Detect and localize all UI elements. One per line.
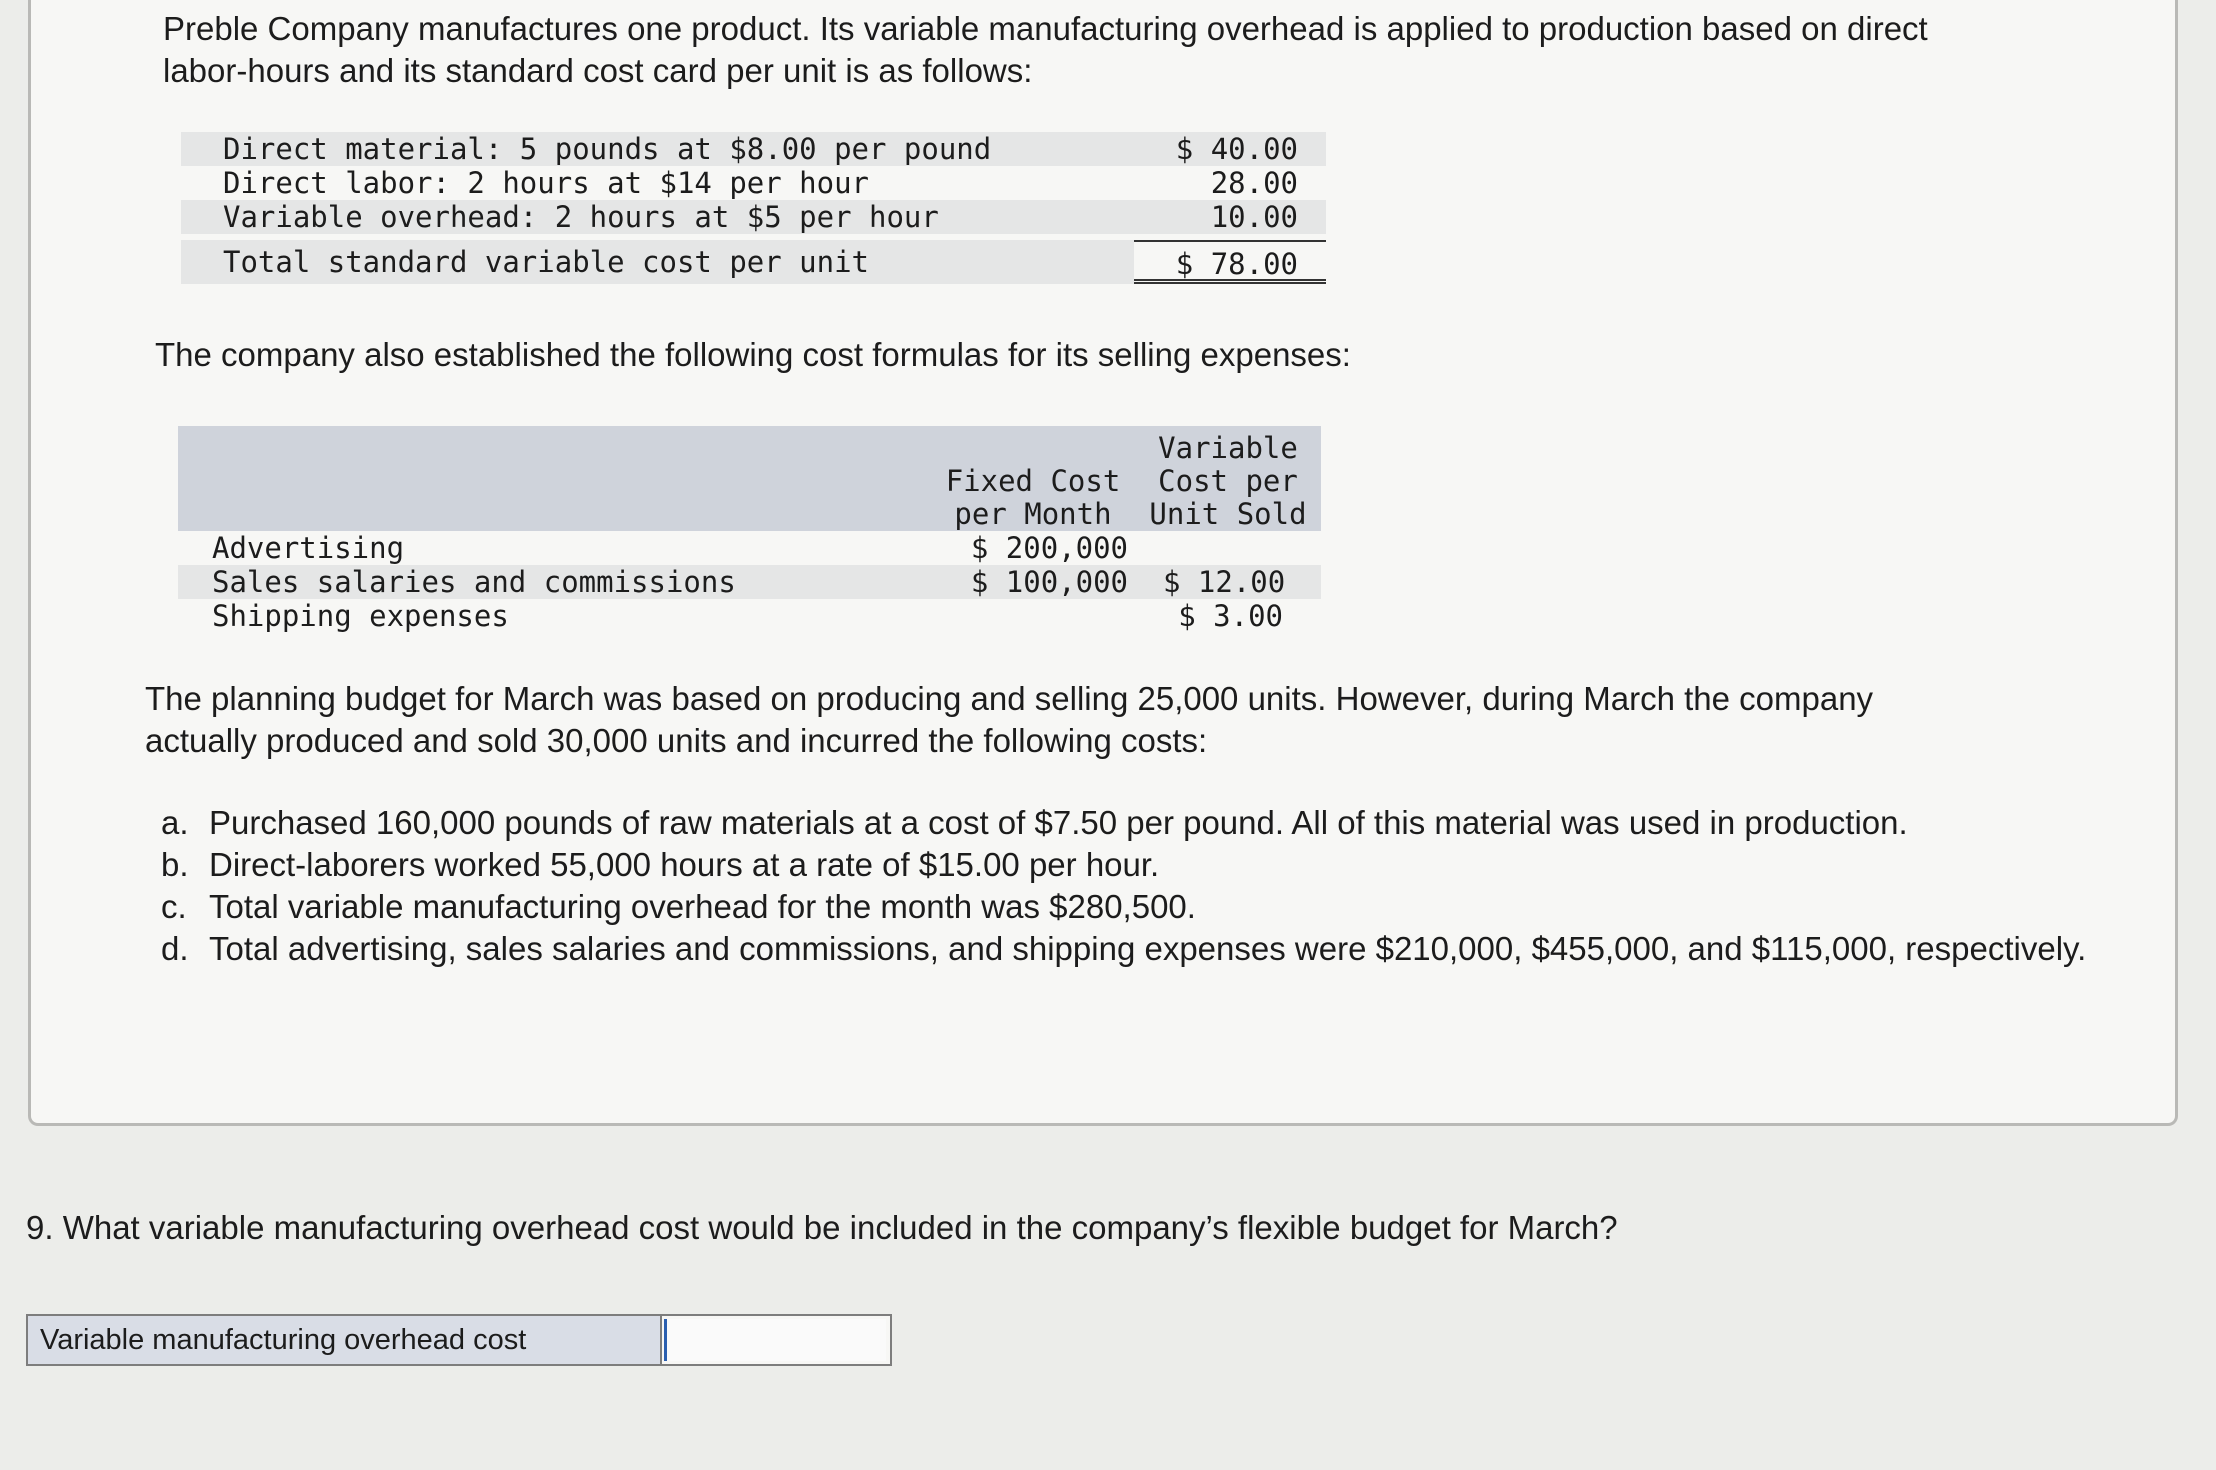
intro-line-2: labor-hours and its standard cost card per unit is as follows: bbox=[163, 52, 1033, 89]
header-fixed-line-1: Fixed Cost bbox=[945, 464, 1121, 498]
standard-cost-card bbox=[181, 132, 1326, 284]
selling-row-fixed: $ 100,000 bbox=[970, 565, 1128, 599]
planning-line-1: The planning budget for March was based on producing and selling 25,000 units. However, during March the company bbox=[145, 680, 1874, 717]
selling-row-label: Shipping expenses bbox=[212, 599, 509, 633]
selling-intro: The company also established the following cost formulas for its selling expenses: bbox=[155, 336, 1351, 373]
header-var-line-1: Variable bbox=[1158, 431, 1298, 465]
header-variable-cost bbox=[1143, 432, 1313, 531]
list-item-letter: d. bbox=[161, 930, 189, 967]
list-item bbox=[161, 886, 2111, 928]
list-item bbox=[161, 802, 2111, 844]
variable-overhead-cost-input[interactable] bbox=[664, 1319, 886, 1361]
actual-costs-list bbox=[161, 802, 2111, 970]
answer-label: Variable manufacturing overhead cost bbox=[28, 1316, 662, 1364]
selling-row-advertising bbox=[178, 531, 1321, 565]
list-item-text: Purchased 160,000 pounds of raw materials at a cost of $7.50 per pound. All of this material was used in production. bbox=[209, 804, 1908, 841]
list-item-letter: c. bbox=[161, 888, 187, 925]
header-var-line-2: Cost per bbox=[1158, 464, 1298, 498]
answer-row bbox=[26, 1314, 892, 1366]
cost-row-amount: 10.00 bbox=[1210, 200, 1298, 234]
cost-row-amount: $ 40.00 bbox=[1175, 132, 1298, 166]
problem-panel bbox=[28, 0, 2178, 1126]
cost-total-label: Total standard variable cost per unit bbox=[223, 245, 870, 279]
cost-total-amount: $ 78.00 bbox=[1134, 240, 1326, 284]
cost-row-total bbox=[181, 240, 1326, 284]
header-var-line-3: Unit Sold bbox=[1149, 497, 1307, 531]
selling-row-variable: $ 3.00 bbox=[1178, 599, 1283, 633]
list-item-text: Total variable manufacturing overhead for the month was $280,500. bbox=[209, 888, 1196, 925]
list-item-letter: a. bbox=[161, 804, 189, 841]
cost-row-direct-labor bbox=[181, 166, 1326, 200]
selling-row-fixed: $ 200,000 bbox=[970, 531, 1128, 565]
planning-line-2: actually produced and sold 30,000 units and incurred the following costs: bbox=[145, 722, 1208, 759]
selling-row-label: Advertising bbox=[212, 531, 405, 565]
list-item-text: Direct-laborers worked 55,000 hours at a rate of $15.00 per hour. bbox=[209, 846, 1160, 883]
question-text: 9. What variable manufacturing overhead cost would be included in the company’s flexible budget for March? bbox=[26, 1209, 1618, 1246]
header-fixed-line-2: per Month bbox=[954, 497, 1112, 531]
list-item-text: Total advertising, sales salaries and commissions, and shipping expenses were $210,000, $455,000, and $115,000, respectively. bbox=[209, 930, 2087, 967]
selling-table-header bbox=[178, 426, 1321, 531]
cost-row-amount: 28.00 bbox=[1210, 166, 1298, 200]
list-item bbox=[161, 928, 2111, 970]
list-item bbox=[161, 844, 2111, 886]
cost-row-label: Direct labor: 2 hours at $14 per hour bbox=[223, 166, 870, 200]
list-item-letter: b. bbox=[161, 846, 189, 883]
selling-row-variable: $ 12.00 bbox=[1163, 565, 1286, 599]
selling-row-shipping bbox=[178, 599, 1321, 633]
header-fixed-cost bbox=[938, 465, 1128, 531]
cost-row-label: Direct material: 5 pounds at $8.00 per pound bbox=[223, 132, 992, 166]
selling-expenses-table bbox=[178, 426, 1321, 633]
cost-row-variable-overhead bbox=[181, 200, 1326, 234]
selling-row-label: Sales salaries and commissions bbox=[212, 565, 736, 599]
selling-row-sales-salaries bbox=[178, 565, 1321, 599]
cost-row-label: Variable overhead: 2 hours at $5 per hour bbox=[223, 200, 939, 234]
intro-line-1: Preble Company manufactures one product. Its variable manufacturing overhead is applied to production based on direct bbox=[163, 10, 1928, 47]
cost-row-direct-material bbox=[181, 132, 1326, 166]
